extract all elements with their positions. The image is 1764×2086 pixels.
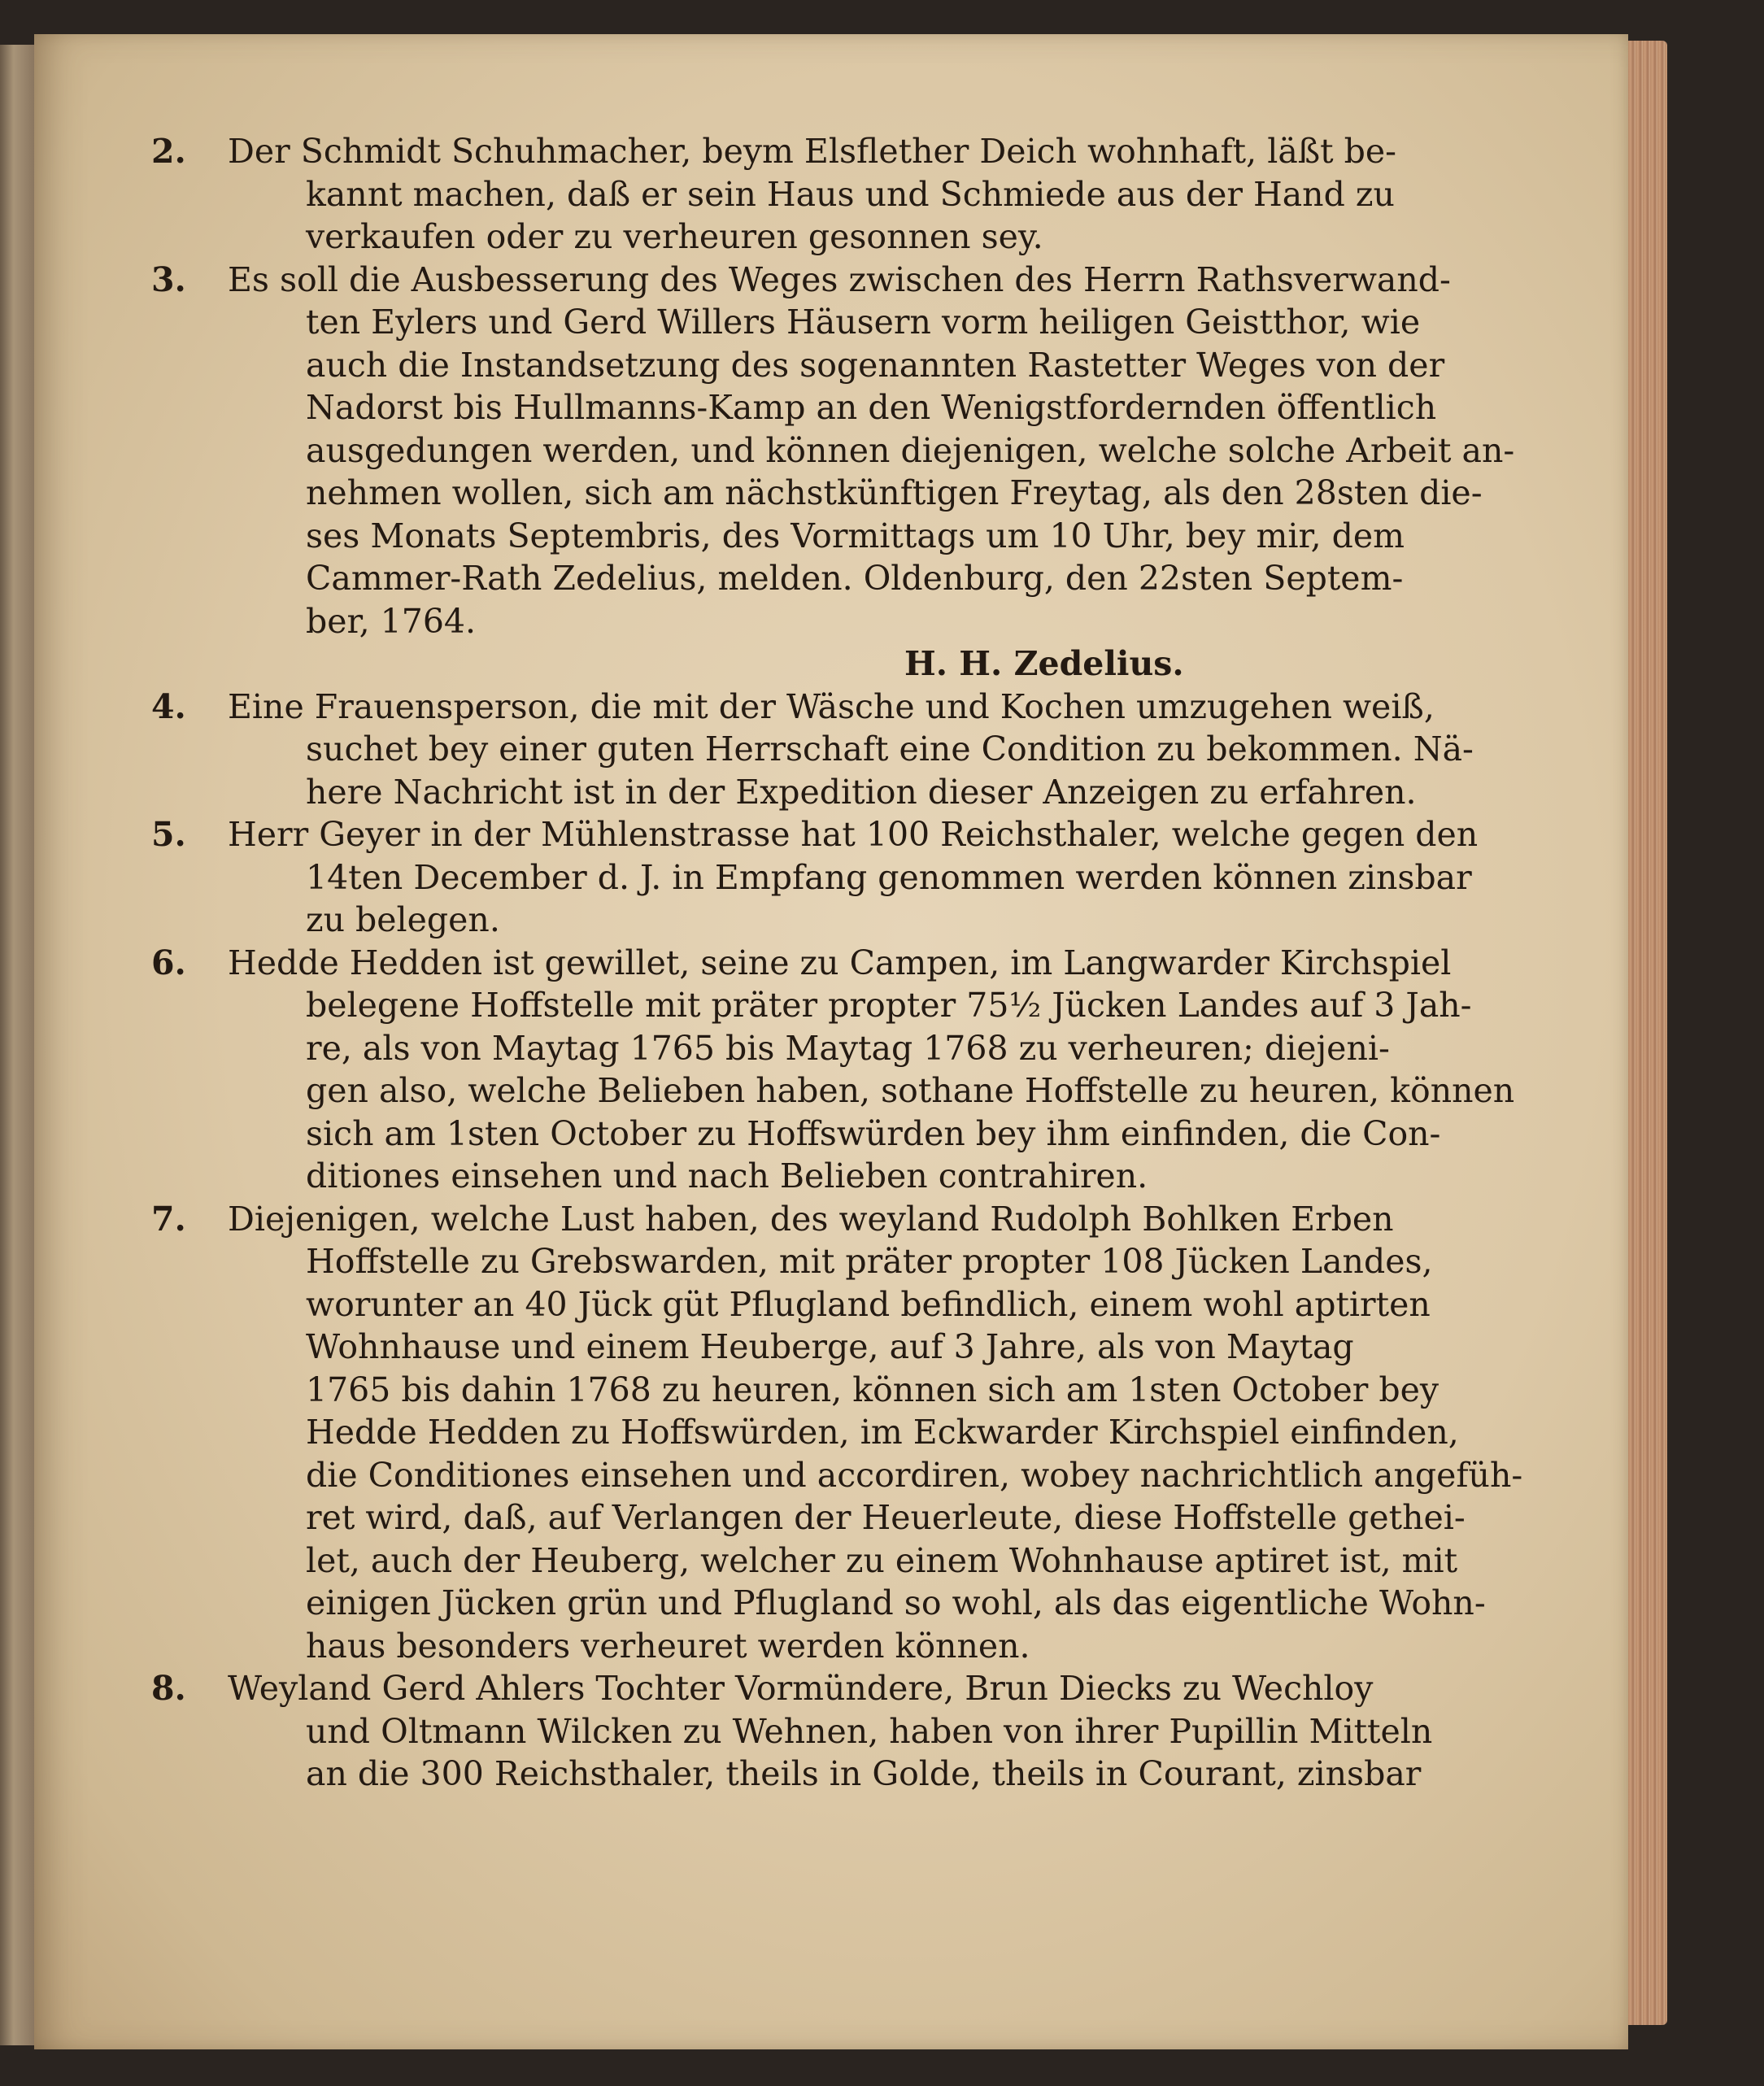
notice-entry bbox=[151, 1198, 1523, 1668]
text-line: Weyland Gerd Ahlers Tochter Vormündere, Brun Diecks zu Wechloy bbox=[228, 1669, 1374, 1708]
text-line: Nadorst bis Hullmanns-Kamp an den Wenigstfordernden öffentlich bbox=[306, 388, 1437, 427]
notice-entry bbox=[151, 813, 1479, 942]
text-line: belegene Hoffstelle mit präter propter 75½ Jücken Landes auf 3 Jah- bbox=[306, 986, 1472, 1025]
text-line: ses Monats Septembris, des Vormittags um 10 Uhr, bey mir, dem bbox=[306, 516, 1405, 555]
text-line: 14ten December d. J. in Empfang genommen werden können zinsbar bbox=[306, 857, 1472, 897]
text-line: an die 300 Reichsthaler, theils in Golde, theils in Courant, zinsbar bbox=[306, 1754, 1422, 1793]
text-line: let, auch der Heuberg, welcher zu einem Wohnhause aptiret ist, mit bbox=[306, 1540, 1458, 1580]
text-line: haus besonders verheuret werden können. bbox=[306, 1626, 1030, 1666]
text-line: Es soll die Ausbesserung des Weges zwischen des Herrn Rathsverwand- bbox=[228, 259, 1451, 299]
text-line: ber, 1764. bbox=[306, 601, 477, 641]
text-line: die Conditiones einsehen und accordiren, wobey nachrichtlich angefüh- bbox=[306, 1455, 1523, 1495]
left-page-edge bbox=[0, 45, 34, 2045]
text-line: here Nachricht ist in der Expedition dieser Anzeigen zu erfahren. bbox=[306, 772, 1417, 812]
text-line: verkaufen oder zu verheuren gesonnen sey. bbox=[306, 217, 1043, 256]
text-line: ret wird, daß, auf Verlangen der Heuerleute, diese Hoffstelle gethei- bbox=[306, 1498, 1466, 1537]
text-line: ditiones einsehen und nach Belieben contrahiren. bbox=[306, 1156, 1148, 1195]
entry-number: 6. bbox=[151, 943, 186, 982]
notice-entry bbox=[151, 942, 1515, 1198]
text-line: nehmen wollen, sich am nächstkünftigen Freytag, als den 28sten die- bbox=[306, 473, 1483, 512]
notice-entry bbox=[151, 1667, 1433, 1796]
entry-number: 8. bbox=[151, 1669, 186, 1708]
text-line: Hedde Hedden ist gewillet, seine zu Campen, im Langwarder Kirchspiel bbox=[228, 943, 1452, 982]
entry-number: 7. bbox=[151, 1199, 186, 1239]
text-line: kannt machen, daß er sein Haus und Schmiede aus der Hand zu bbox=[306, 174, 1395, 214]
text-line: einigen Jücken grün und Pflugland so wohl, als das eigentliche Wohn- bbox=[306, 1583, 1486, 1622]
text-line: Eine Frauensperson, die mit der Wäsche und Kochen umzugehen weiß, bbox=[228, 686, 1435, 726]
text-line: worunter an 40 Jück güt Pflugland befindlich, einem wohl aptirten bbox=[306, 1284, 1431, 1324]
notice-entry bbox=[151, 686, 1474, 814]
text-line: gen also, welche Belieben haben, sothane Hoffstelle zu heuren, können bbox=[306, 1071, 1515, 1110]
text-line: Der Schmidt Schuhmacher, beym Elsflether Deich wohnhaft, läßt be- bbox=[228, 132, 1397, 171]
entry-number: 5. bbox=[151, 815, 186, 854]
text-line: suchet bey einer guten Herrschaft eine Condition zu bekommen. Nä- bbox=[306, 729, 1474, 769]
signature: H. H. Zedelius. bbox=[904, 644, 1184, 683]
notice-entry bbox=[151, 130, 1397, 259]
text-line: und Oltmann Wilcken zu Wehnen, haben von ihrer Pupillin Mitteln bbox=[306, 1711, 1433, 1751]
text-line: 1765 bis dahin 1768 zu heuren, können sich am 1sten October bey bbox=[306, 1370, 1440, 1409]
page-edges bbox=[1628, 41, 1667, 2025]
text-line: Hedde Hedden zu Hoffswürden, im Eckwarder Kirchspiel einfinden, bbox=[306, 1413, 1459, 1452]
text-line: re, als von Maytag 1765 bis Maytag 1768 zu verheuren; diejeni- bbox=[306, 1028, 1390, 1068]
entry-number: 4. bbox=[151, 686, 186, 726]
text-line: auch die Instandsetzung des sogenannten Rastetter Weges von der bbox=[306, 345, 1445, 385]
text-line: Hoffstelle zu Grebswarden, mit präter propter 108 Jücken Landes, bbox=[306, 1242, 1433, 1281]
text-line: Herr Geyer in der Mühlenstrasse hat 100 Reichsthaler, welche gegen den bbox=[228, 815, 1479, 854]
text-line: Wohnhause und einem Heuberge, auf 3 Jahre, als von Maytag bbox=[306, 1327, 1354, 1366]
entry-number: 2. bbox=[151, 132, 186, 171]
text-line: ten Eylers und Gerd Willers Häusern vorm heiligen Geistthor, wie bbox=[306, 303, 1421, 342]
notice-entry bbox=[151, 259, 1515, 686]
text-line: ausgedungen werden, und können diejenigen, welche solche Arbeit an- bbox=[306, 430, 1515, 470]
text-line: Cammer-Rath Zedelius, melden. Oldenburg, den 22sten Septem- bbox=[306, 559, 1404, 598]
text-line: sich am 1sten October zu Hoffswürden bey ihm einfinden, die Con- bbox=[306, 1113, 1441, 1153]
entry-number: 3. bbox=[151, 259, 186, 299]
text-line: Diejenigen, welche Lust haben, des weyland Rudolph Bohlken Erben bbox=[228, 1199, 1394, 1239]
text-block bbox=[151, 130, 1523, 1796]
text-line: zu belegen. bbox=[306, 900, 500, 939]
